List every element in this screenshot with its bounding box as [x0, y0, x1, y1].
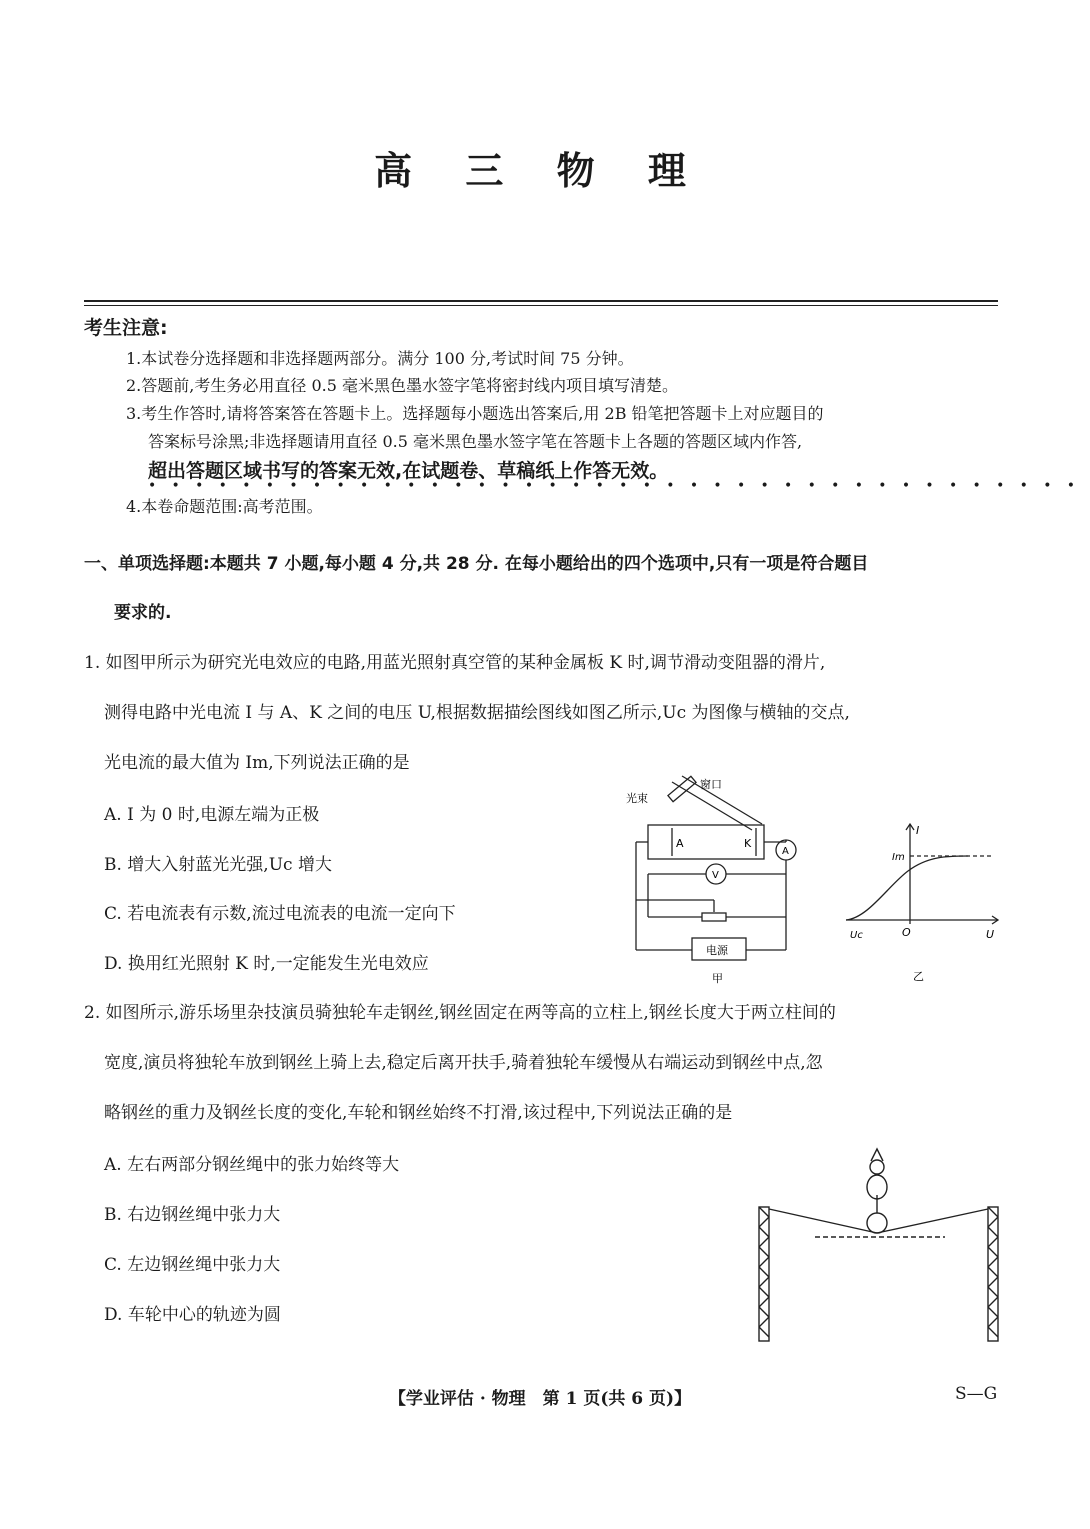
cathode-label: K [744, 837, 752, 850]
q1-option-a: A. I 为 0 时,电源左端为正极 [104, 805, 320, 825]
anode-label: A [676, 837, 684, 850]
header-rule [84, 300, 998, 302]
voltmeter-icon: V [712, 870, 719, 881]
fig-jia-caption: 甲 [712, 972, 723, 985]
q1-option-c: C. 若电流表有示数,流过电流表的电流一定向下 [104, 904, 456, 924]
light-label: 光束 [626, 792, 648, 805]
q2-option-c: C. 左边钢丝绳中张力大 [104, 1255, 281, 1275]
ammeter-icon: A [782, 846, 789, 857]
section-heading: 一、单项选择题:本题共 7 小题,每小题 4 分,共 28 分. 在每小题给出的四个选项中,只有一项是符合题目 [84, 554, 869, 574]
section-heading-cont: 要求的. [114, 603, 172, 623]
iu-graph [838, 816, 1008, 986]
wire-left [769, 1209, 877, 1233]
power-source-label: 电源 [706, 944, 728, 957]
q2-line1: 2. 如图所示,游乐场里杂技演员骑独轮车走钢丝,钢丝固定在两等高的立柱上,钢丝长度大于两立柱间的 [84, 1003, 836, 1023]
u-axis-label: U [986, 928, 995, 941]
q2-option-b: B. 右边钢丝绳中张力大 [104, 1205, 281, 1225]
notice-emphasis: 超出答题区域书写的答案无效,在试题卷、草稿纸上作答无效。 [148, 460, 669, 482]
notice-item-1: 1.本试卷分选择题和非选择题两部分。满分 100 分,考试时间 75 分钟。 [126, 349, 634, 368]
fig-yi-caption: 乙 [913, 970, 924, 983]
notice-item-4: 4.本卷命题范围:高考范围。 [126, 497, 323, 516]
q2-line2: 宽度,演员将独轮车放到钢丝上骑上去,稳定后离开扶手,骑着独轮车缓慢从右端运动到钢丝中点,忽 [104, 1053, 823, 1073]
q1-line1: 1. 如图甲所示为研究光电效应的电路,用蓝光照射真空管的某种金属板 K 时,调节滑动变阻器的滑片, [84, 653, 826, 673]
left-pillar [759, 1207, 769, 1341]
emphasis-dots: •••••••••••••••••••••••••••••••••••••••• [148, 478, 1090, 494]
q1-option-b: B. 增大入射蓝光光强,Uc 增大 [104, 855, 332, 875]
wire-right [877, 1209, 988, 1233]
right-pillar [988, 1207, 998, 1341]
header-rule-thin [84, 305, 998, 306]
uc-label: Uc [850, 930, 863, 941]
q1-option-d: D. 换用红光照射 K 时,一定能发生光电效应 [104, 954, 429, 974]
notice-heading: 考生注意: [84, 317, 168, 339]
q1-line3: 光电流的最大值为 Im,下列说法正确的是 [104, 753, 410, 773]
origin-label: O [902, 926, 911, 939]
tightrope-figure [755, 1145, 1005, 1345]
notice-item-3: 3.考生作答时,请将答案答在答题卡上。选择题每小题选出答案后,用 2B 铅笔把答题卡上对应题目的 [126, 404, 824, 423]
circuit-figure [612, 770, 812, 990]
page-title: 高 三 物 理 [374, 148, 706, 193]
footer-page-info: 【学业评估 · 物理 第 1 页(共 6 页)】 [388, 1389, 692, 1409]
q2-line3: 略钢丝的重力及钢丝长度的变化,车轮和钢丝始终不打滑,该过程中,下列说法正确的是 [104, 1103, 733, 1123]
im-label: Im [892, 852, 905, 863]
notice-item-2: 2.答题前,考生务必用直径 0.5 毫米黑色墨水签字笔将密封线内项目填写清楚。 [126, 376, 678, 395]
wheel-icon [867, 1213, 887, 1233]
footer-code: S—G [955, 1384, 998, 1404]
q1-line2: 测得电路中光电流 I 与 A、K 之间的电压 U,根据数据描绘图线如图乙所示,Uc 为图像与横轴的交点, [104, 703, 850, 723]
q2-option-a: A. 左右两部分钢丝绳中的张力始终等大 [104, 1155, 400, 1175]
i-axis-label: I [916, 824, 920, 837]
notice-item-3-cont: 答案标号涂黑;非选择题请用直径 0.5 毫米黑色墨水签字笔在答题卡上各题的答题区域内作答, [148, 432, 803, 451]
iu-curve [846, 856, 968, 920]
window-label: 窗口 [700, 778, 722, 791]
q2-option-d: D. 车轮中心的轨迹为圆 [104, 1305, 281, 1325]
